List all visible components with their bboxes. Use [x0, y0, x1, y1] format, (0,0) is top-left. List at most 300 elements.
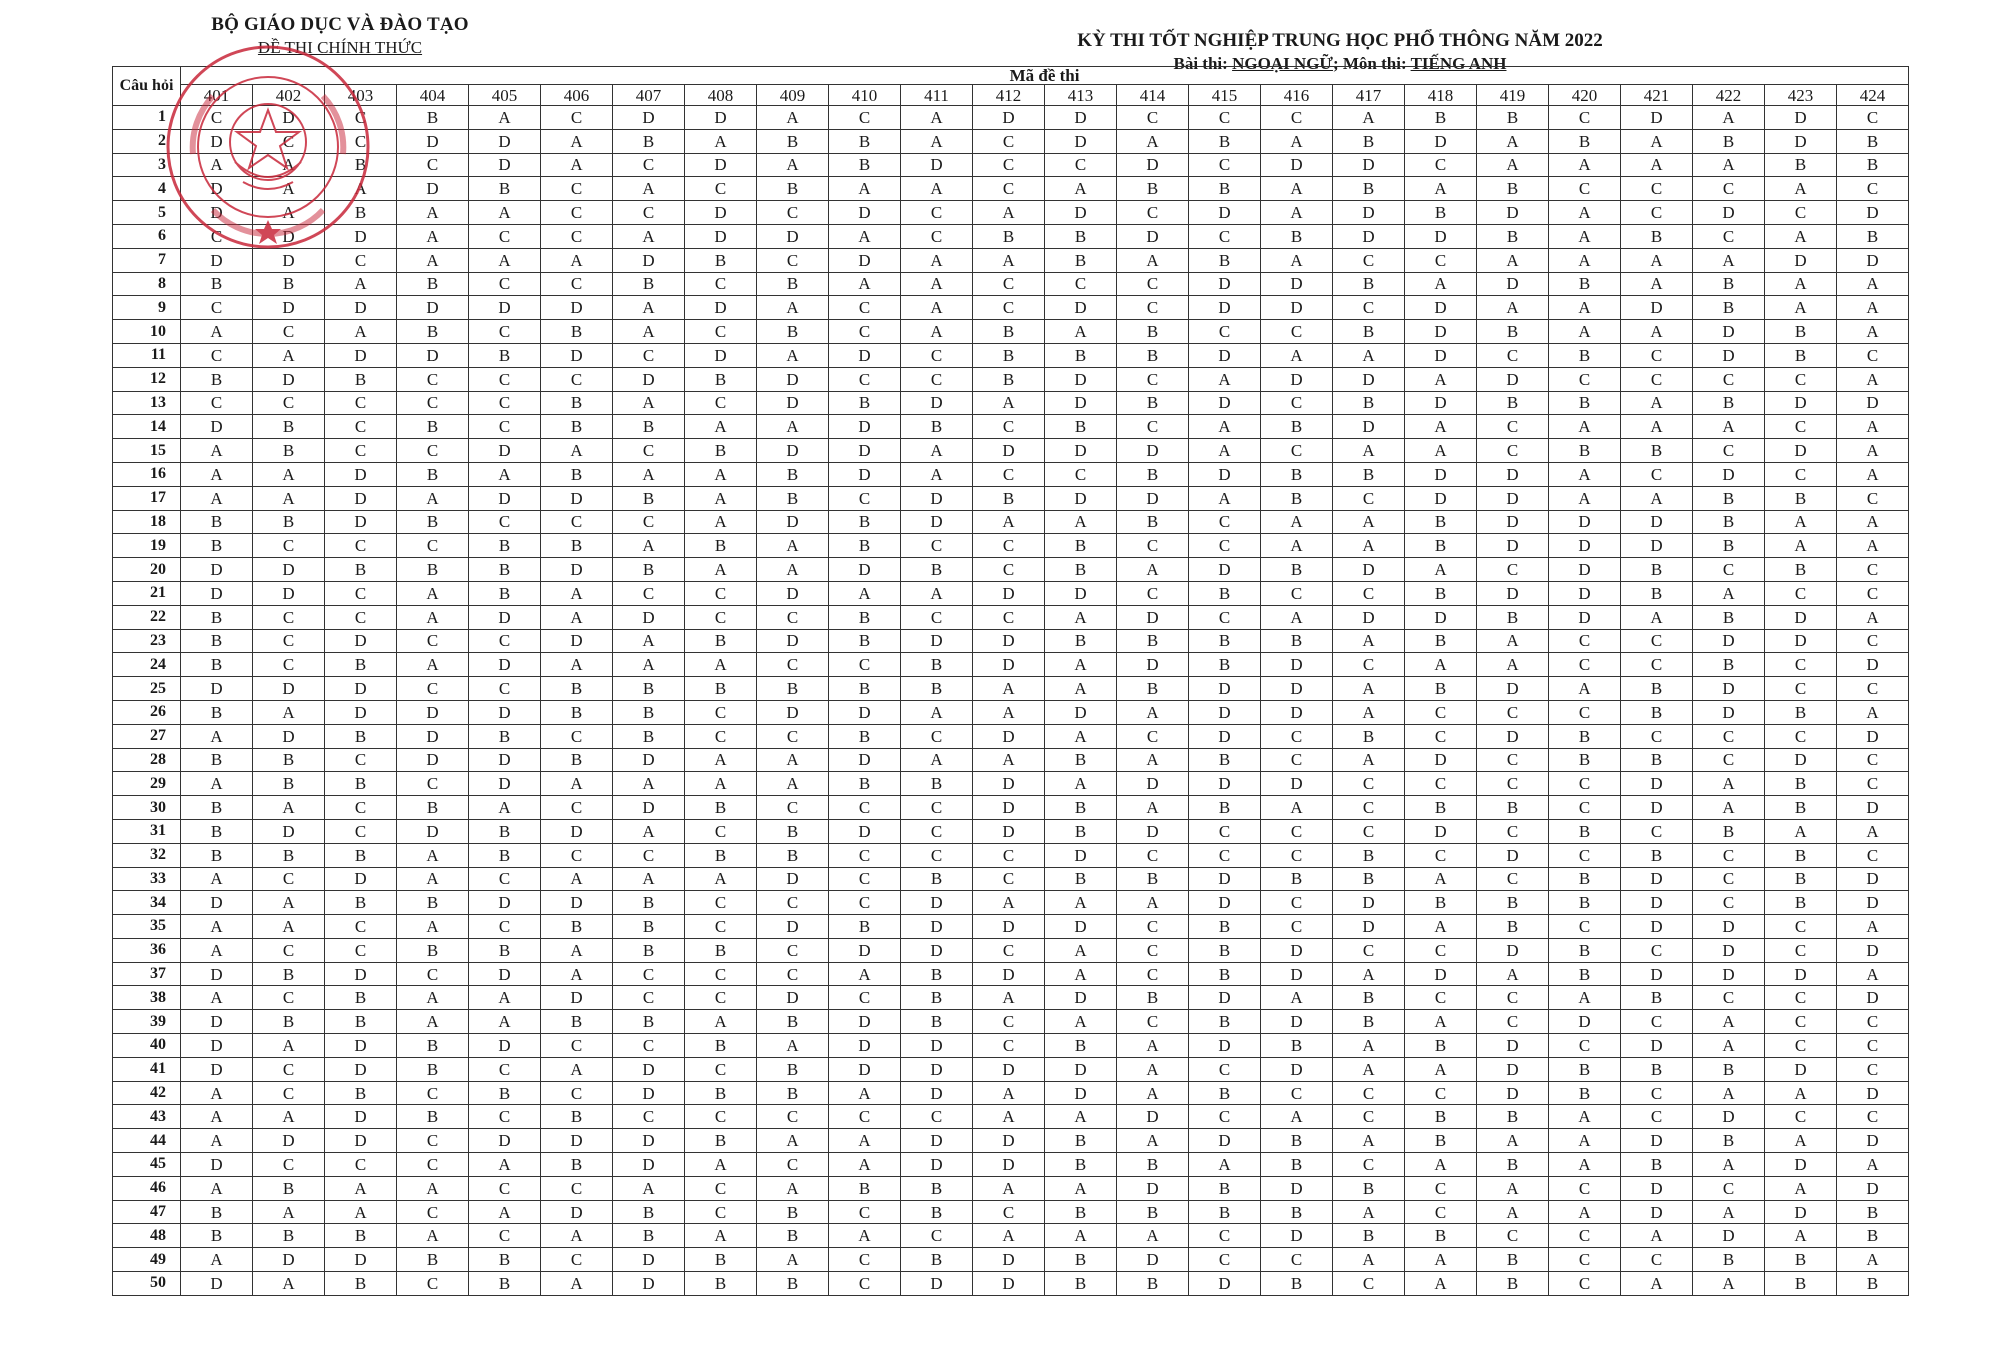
answer-cell: B: [397, 558, 469, 582]
answer-cell: B: [1549, 343, 1621, 367]
answer-cell: C: [541, 201, 613, 225]
answer-cell: D: [685, 343, 757, 367]
answer-cell: D: [1189, 391, 1261, 415]
answer-cell: B: [397, 891, 469, 915]
answer-cell: D: [1189, 296, 1261, 320]
answer-cell: A: [1549, 201, 1621, 225]
answer-cell: A: [1261, 605, 1333, 629]
answer-cell: A: [1117, 891, 1189, 915]
answer-cell: B: [253, 1224, 325, 1248]
answer-cell: B: [1405, 891, 1477, 915]
answer-cell: B: [1765, 843, 1837, 867]
answer-cell: C: [685, 605, 757, 629]
table-row: [113, 1176, 1909, 1200]
answer-cell: D: [1189, 1272, 1261, 1296]
answer-cell: B: [325, 1081, 397, 1105]
answer-cell: A: [1333, 1034, 1405, 1058]
answer-cell: A: [1117, 1081, 1189, 1105]
answer-cell: B: [181, 510, 253, 534]
answer-cell: D: [469, 700, 541, 724]
answer-cell: A: [397, 1010, 469, 1034]
answer-cell: B: [1621, 843, 1693, 867]
answer-cell: B: [1549, 272, 1621, 296]
answer-cell: B: [325, 843, 397, 867]
answer-cell: D: [1261, 772, 1333, 796]
answer-cell: A: [757, 296, 829, 320]
answer-cell: A: [1621, 129, 1693, 153]
question-number: 24: [113, 653, 181, 677]
official-exam-label: ĐỀ THI CHÍNH THỨC: [257, 38, 423, 57]
answer-cell: A: [613, 772, 685, 796]
answer-cell: D: [1189, 867, 1261, 891]
answer-cell: C: [1333, 486, 1405, 510]
answer-cell: C: [253, 1057, 325, 1081]
answer-cell: B: [1117, 177, 1189, 201]
answer-cell: C: [1621, 201, 1693, 225]
answer-cell: C: [1765, 1010, 1837, 1034]
table-row: [113, 558, 1909, 582]
answer-cell: C: [181, 296, 253, 320]
answer-cell: C: [1549, 629, 1621, 653]
answer-cell: D: [757, 391, 829, 415]
answer-cell: C: [901, 1105, 973, 1129]
answer-cell: B: [1117, 629, 1189, 653]
answer-cell: D: [1261, 367, 1333, 391]
answer-cell: A: [1693, 1010, 1765, 1034]
answer-cell: D: [757, 867, 829, 891]
answer-cell: B: [613, 1200, 685, 1224]
answer-cell: C: [541, 1034, 613, 1058]
answer-cell: D: [1693, 343, 1765, 367]
answer-cell: C: [469, 915, 541, 939]
table-row: [113, 177, 1909, 201]
table-row: [113, 224, 1909, 248]
answer-cell: A: [181, 938, 253, 962]
answer-cell: B: [1477, 106, 1549, 130]
answer-cell: B: [397, 1105, 469, 1129]
answer-cell: C: [613, 439, 685, 463]
answer-cell: B: [325, 1010, 397, 1034]
answer-cell: B: [1405, 1034, 1477, 1058]
answer-cell: D: [1405, 391, 1477, 415]
answer-cell: A: [1117, 1129, 1189, 1153]
answer-cell: A: [973, 248, 1045, 272]
answer-cell: C: [1405, 700, 1477, 724]
answer-cell: B: [1837, 224, 1909, 248]
answer-cell: A: [181, 439, 253, 463]
answer-cell: A: [181, 153, 253, 177]
answer-cell: C: [325, 938, 397, 962]
table-row: [113, 201, 1909, 225]
answer-cell: D: [1261, 1010, 1333, 1034]
answer-cell: B: [901, 962, 973, 986]
answer-cell: C: [829, 796, 901, 820]
answer-cell: A: [253, 1034, 325, 1058]
answer-cell: D: [973, 1248, 1045, 1272]
answer-cell: C: [685, 320, 757, 344]
answer-cell: C: [1765, 1105, 1837, 1129]
answer-cell: B: [757, 1010, 829, 1034]
answer-cell: C: [757, 938, 829, 962]
answer-key-table: [112, 66, 1909, 1296]
answer-cell: C: [1189, 320, 1261, 344]
answer-cell: A: [1045, 962, 1117, 986]
answer-cell: C: [1405, 843, 1477, 867]
answer-cell: C: [541, 1176, 613, 1200]
table-row: [113, 439, 1909, 463]
answer-cell: A: [1549, 415, 1621, 439]
answer-cell: A: [1117, 1057, 1189, 1081]
answer-cell: A: [1693, 796, 1765, 820]
answer-cell: D: [973, 629, 1045, 653]
answer-cell: A: [1621, 320, 1693, 344]
answer-cell: B: [1765, 867, 1837, 891]
answer-cell: D: [829, 1010, 901, 1034]
answer-cell: D: [325, 510, 397, 534]
question-number: 27: [113, 724, 181, 748]
answer-cell: A: [1477, 129, 1549, 153]
answer-cell: B: [757, 177, 829, 201]
answer-cell: C: [1477, 867, 1549, 891]
answer-cell: A: [1837, 605, 1909, 629]
answer-cell: D: [1549, 605, 1621, 629]
answer-cell: B: [757, 677, 829, 701]
answer-cell: B: [1549, 748, 1621, 772]
answer-cell: B: [1405, 534, 1477, 558]
answer-cell: C: [469, 629, 541, 653]
answer-cell: A: [541, 439, 613, 463]
answer-cell: C: [1765, 938, 1837, 962]
answer-cell: B: [973, 367, 1045, 391]
answer-cell: D: [181, 1057, 253, 1081]
exam-code-401: 401: [181, 85, 253, 106]
answer-cell: D: [1117, 1176, 1189, 1200]
answer-cell: A: [181, 772, 253, 796]
answer-cell: D: [1117, 653, 1189, 677]
answer-cell: A: [1405, 915, 1477, 939]
answer-cell: C: [613, 1105, 685, 1129]
question-number: 42: [113, 1081, 181, 1105]
question-number: 20: [113, 558, 181, 582]
answer-cell: D: [253, 248, 325, 272]
answer-cell: B: [613, 700, 685, 724]
answer-cell: D: [1693, 677, 1765, 701]
answer-cell: C: [1549, 796, 1621, 820]
answer-cell: A: [1477, 1200, 1549, 1224]
answer-cell: B: [1477, 320, 1549, 344]
answer-cell: A: [829, 224, 901, 248]
answer-cell: C: [1261, 843, 1333, 867]
answer-cell: C: [829, 1200, 901, 1224]
answer-cell: B: [541, 415, 613, 439]
answer-cell: D: [469, 1034, 541, 1058]
answer-cell: B: [1189, 177, 1261, 201]
answer-cell: A: [685, 510, 757, 534]
answer-cell: A: [1333, 629, 1405, 653]
answer-cell: C: [325, 819, 397, 843]
answer-cell: A: [829, 1129, 901, 1153]
answer-cell: C: [973, 1010, 1045, 1034]
answer-cell: B: [1261, 415, 1333, 439]
answer-cell: D: [1765, 962, 1837, 986]
answer-cell: A: [469, 986, 541, 1010]
answer-cell: D: [829, 938, 901, 962]
answer-cell: A: [685, 748, 757, 772]
answer-cell: A: [253, 1272, 325, 1296]
answer-cell: B: [181, 819, 253, 843]
answer-cell: B: [1477, 177, 1549, 201]
answer-cell: D: [469, 748, 541, 772]
answer-cell: D: [1333, 558, 1405, 582]
answer-cell: D: [973, 819, 1045, 843]
question-number: 7: [113, 248, 181, 272]
answer-cell: A: [541, 1224, 613, 1248]
answer-cell: C: [541, 224, 613, 248]
answer-cell: B: [1693, 296, 1765, 320]
answer-cell: D: [1333, 367, 1405, 391]
answer-cell: C: [1477, 343, 1549, 367]
answer-cell: C: [181, 343, 253, 367]
answer-cell: A: [901, 462, 973, 486]
answer-cell: D: [1693, 201, 1765, 225]
subject-separator: ;: [1332, 54, 1343, 73]
answer-cell: B: [1045, 867, 1117, 891]
answer-cell: B: [1549, 1081, 1621, 1105]
table-row: [113, 700, 1909, 724]
answer-cell: C: [901, 843, 973, 867]
answer-cell: D: [1765, 439, 1837, 463]
answer-cell: B: [1621, 1153, 1693, 1177]
answer-cell: A: [1477, 248, 1549, 272]
answer-cell: C: [685, 962, 757, 986]
answer-cell: D: [1189, 1034, 1261, 1058]
answer-cell: D: [181, 962, 253, 986]
answer-cell: A: [1549, 1153, 1621, 1177]
answer-cell: D: [1045, 296, 1117, 320]
exam-code-413: 413: [1045, 85, 1117, 106]
answer-cell: C: [1477, 1010, 1549, 1034]
answer-cell: D: [1477, 677, 1549, 701]
answer-cell: B: [469, 819, 541, 843]
answer-cell: D: [541, 986, 613, 1010]
table-row: [113, 796, 1909, 820]
answer-cell: B: [1045, 248, 1117, 272]
answer-cell: A: [253, 177, 325, 201]
answer-cell: D: [1189, 700, 1261, 724]
answer-cell: A: [829, 1081, 901, 1105]
exam-code-410: 410: [829, 85, 901, 106]
answer-cell: B: [1837, 1272, 1909, 1296]
answer-cell: A: [1045, 1176, 1117, 1200]
answer-cell: C: [1117, 915, 1189, 939]
answer-cell: D: [253, 1248, 325, 1272]
exam-code-415: 415: [1189, 85, 1261, 106]
answer-cell: C: [973, 272, 1045, 296]
answer-cell: D: [181, 558, 253, 582]
answer-cell: C: [685, 819, 757, 843]
answer-cell: D: [757, 367, 829, 391]
answer-cell: A: [397, 201, 469, 225]
table-row: [113, 343, 1909, 367]
answer-cell: D: [1405, 462, 1477, 486]
answer-cell: B: [829, 153, 901, 177]
answer-cell: C: [253, 605, 325, 629]
answer-cell: D: [1261, 677, 1333, 701]
answer-cell: A: [1333, 1248, 1405, 1272]
answer-cell: C: [973, 867, 1045, 891]
answer-cell: B: [1333, 1010, 1405, 1034]
table-row: [113, 867, 1909, 891]
exam-label: Bài thi:: [1173, 54, 1228, 73]
answer-cell: C: [613, 962, 685, 986]
answer-cell: D: [1765, 129, 1837, 153]
answer-cell: C: [253, 391, 325, 415]
answer-cell: B: [397, 272, 469, 296]
answer-cell: C: [1549, 843, 1621, 867]
answer-cell: A: [973, 510, 1045, 534]
answer-cell: B: [541, 1010, 613, 1034]
answer-cell: C: [1621, 462, 1693, 486]
answer-cell: D: [1765, 1057, 1837, 1081]
answer-cell: A: [1837, 367, 1909, 391]
answer-cell: C: [1549, 653, 1621, 677]
answer-cell: C: [1333, 653, 1405, 677]
question-number: 12: [113, 367, 181, 391]
answer-cell: B: [325, 1272, 397, 1296]
ministry-name: BỘ GIÁO DỤC VÀ ĐÀO TẠO: [211, 14, 469, 35]
answer-cell: A: [757, 1248, 829, 1272]
answer-cell: C: [1189, 153, 1261, 177]
answer-cell: C: [685, 986, 757, 1010]
answer-cell: D: [1333, 153, 1405, 177]
answer-cell: B: [1117, 462, 1189, 486]
answer-cell: B: [469, 1248, 541, 1272]
answer-cell: D: [1189, 891, 1261, 915]
question-number: 15: [113, 439, 181, 463]
answer-cell: B: [325, 153, 397, 177]
answer-cell: A: [829, 177, 901, 201]
answer-cell: A: [901, 296, 973, 320]
answer-cell: A: [613, 177, 685, 201]
answer-cell: A: [901, 581, 973, 605]
answer-rows: [113, 106, 1909, 1296]
answer-cell: A: [1405, 415, 1477, 439]
answer-cell: B: [1477, 1153, 1549, 1177]
answer-cell: D: [1477, 724, 1549, 748]
answer-cell: C: [829, 1272, 901, 1296]
answer-cell: B: [901, 1010, 973, 1034]
answer-cell: B: [1045, 534, 1117, 558]
answer-cell: B: [1117, 867, 1189, 891]
answer-cell: D: [253, 558, 325, 582]
answer-cell: C: [1189, 1105, 1261, 1129]
answer-cell: C: [1549, 700, 1621, 724]
answer-cell: B: [181, 1200, 253, 1224]
answer-cell: A: [1837, 320, 1909, 344]
answer-cell: B: [1765, 772, 1837, 796]
answer-cell: D: [1621, 534, 1693, 558]
answer-cell: A: [757, 343, 829, 367]
answer-cell: C: [469, 867, 541, 891]
answer-cell: A: [325, 177, 397, 201]
answer-cell: A: [1045, 510, 1117, 534]
answer-cell: C: [613, 1034, 685, 1058]
answer-cell: C: [1405, 938, 1477, 962]
answer-cell: C: [325, 581, 397, 605]
answer-cell: D: [1189, 772, 1261, 796]
table-row: [113, 938, 1909, 962]
answer-cell: B: [1333, 986, 1405, 1010]
answer-cell: B: [397, 1034, 469, 1058]
answer-cell: A: [1693, 415, 1765, 439]
answer-cell: A: [613, 320, 685, 344]
question-number: 35: [113, 915, 181, 939]
answer-cell: D: [1261, 296, 1333, 320]
answer-cell: D: [1477, 510, 1549, 534]
answer-cell: C: [1693, 367, 1765, 391]
answer-cell: B: [253, 962, 325, 986]
question-number: 3: [113, 153, 181, 177]
answer-cell: B: [1045, 1272, 1117, 1296]
answer-cell: C: [1621, 367, 1693, 391]
answer-cell: D: [757, 581, 829, 605]
answer-cell: B: [1477, 796, 1549, 820]
answer-cell: B: [1621, 558, 1693, 582]
answer-cell: C: [397, 1129, 469, 1153]
answer-cell: A: [1765, 1176, 1837, 1200]
answer-cell: C: [1405, 1081, 1477, 1105]
answer-cell: B: [757, 1057, 829, 1081]
answer-cell: D: [901, 1081, 973, 1105]
answer-cell: D: [613, 1248, 685, 1272]
question-number: 1: [113, 106, 181, 130]
answer-cell: C: [469, 415, 541, 439]
answer-cell: A: [1117, 1034, 1189, 1058]
answer-cell: C: [685, 1105, 757, 1129]
answer-cell: B: [469, 938, 541, 962]
answer-cell: A: [1765, 534, 1837, 558]
answer-cell: C: [757, 962, 829, 986]
answer-cell: B: [1261, 558, 1333, 582]
answer-cell: A: [1189, 486, 1261, 510]
answer-cell: B: [1621, 581, 1693, 605]
answer-cell: D: [1261, 938, 1333, 962]
answer-cell: C: [757, 248, 829, 272]
answer-cell: D: [253, 581, 325, 605]
answer-cell: B: [1693, 391, 1765, 415]
answer-cell: A: [253, 486, 325, 510]
answer-cell: A: [973, 1224, 1045, 1248]
answer-cell: A: [1261, 510, 1333, 534]
answer-cell: B: [829, 629, 901, 653]
answer-cell: C: [1333, 772, 1405, 796]
answer-cell: B: [1045, 1034, 1117, 1058]
table-row: [113, 772, 1909, 796]
answer-cell: D: [1045, 1057, 1117, 1081]
answer-cell: A: [685, 558, 757, 582]
answer-cell: B: [829, 915, 901, 939]
table-row: [113, 486, 1909, 510]
answer-cell: C: [1405, 1176, 1477, 1200]
answer-cell: D: [541, 486, 613, 510]
answer-cell: A: [1765, 510, 1837, 534]
answer-cell: A: [397, 248, 469, 272]
answer-cell: C: [325, 534, 397, 558]
answer-cell: B: [1693, 653, 1765, 677]
answer-cell: C: [901, 796, 973, 820]
answer-cell: D: [1837, 724, 1909, 748]
answer-cell: B: [757, 129, 829, 153]
